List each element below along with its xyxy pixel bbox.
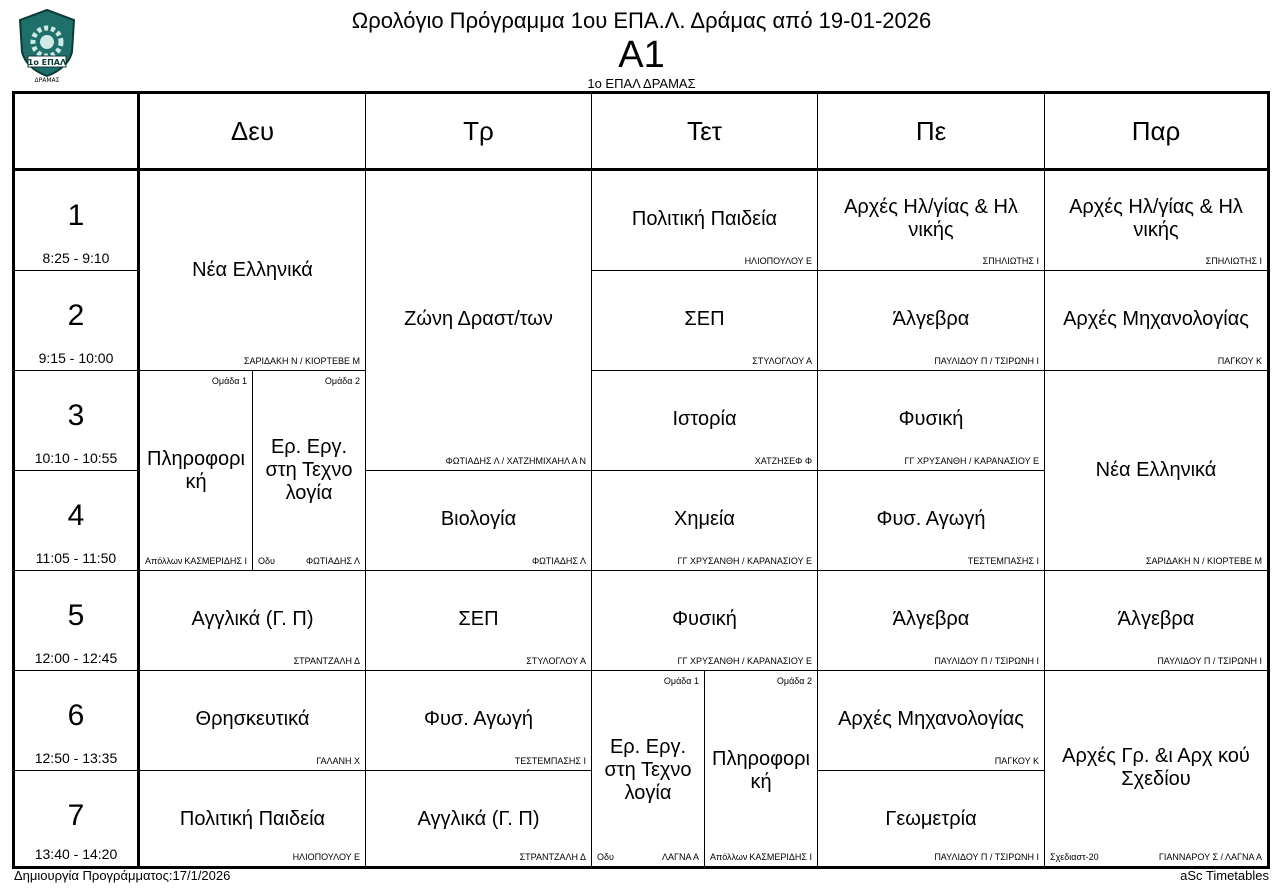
lesson-thu-4[interactable] [818,471,1045,571]
lesson-tue-6[interactable] [366,671,592,771]
period-number: 6 [67,699,85,732]
subject: Ερ. Εργ. στη Τεχνο λογία [604,736,692,804]
group-label: Ομάδα 2 [776,676,812,686]
period-6 [15,671,140,771]
lesson-fri-5[interactable] [1045,571,1267,671]
group-label: Ομάδα 2 [324,376,360,386]
period-1 [15,171,140,271]
subject: Φυσική [672,608,737,630]
subject: Πληροφορι κή [147,448,245,493]
teacher: ΚΑΣΜΕΡΙΔΗΣ Ι [749,852,812,862]
period-5 [15,571,140,671]
lesson-mon-3-4-group2[interactable] [253,371,366,571]
lesson-tue-5[interactable] [366,571,592,671]
lesson-thu-3[interactable] [818,371,1045,471]
lesson-wed-6-7-group2[interactable] [705,671,818,866]
timetable-grid [12,91,1270,869]
teacher: ΦΩΤΙΑΔΗΣ Λ [306,556,360,566]
teacher: ΓΓ ΧΡΥΣΑΝΘΗ / ΚΑΡΑΝΑΣΙΟΥ Ε [677,656,812,666]
subject: Νέα Ελληνικά [192,259,313,281]
lesson-wed-4[interactable] [592,471,818,571]
teacher: ΣΠΗΛΙΩΤΗΣ Ι [1205,256,1262,266]
period-3 [15,371,140,471]
subject: Αρχές Γρ. &ι Αρχ κού Σχεδίου [1062,745,1250,790]
teacher: ΠΑΥΛΙΔΟΥ Π / ΤΣΙΡΩΝΗ Ι [934,852,1039,862]
lesson-tue-4[interactable] [366,471,592,571]
subject: Αρχές Μηχανολογίας [838,708,1024,730]
lesson-wed-2[interactable] [592,271,818,371]
period-time: 12:50 - 13:35 [34,750,118,766]
subject: Αρχές Μηχανολογίας [1063,308,1249,330]
period-number: 1 [67,199,85,232]
teacher: ΣΑΡΙΔΑΚΗ Ν / ΚΙΟΡΤΕΒΕ Μ [1145,556,1262,566]
teacher: ΠΑΥΛΙΔΟΥ Π / ΤΣΙΡΩΝΗ Ι [934,356,1039,366]
period-number: 2 [67,299,85,332]
room: Απόλλων [710,852,748,862]
lesson-wed-3[interactable] [592,371,818,471]
subject: Αγγλικά (Γ. Π) [417,808,540,830]
teacher: ΗΛΙΟΠΟΥΛΟΥ Ε [292,852,360,862]
subject: Φυσ. Αγωγή [876,508,986,530]
period-2 [15,271,140,371]
lesson-mon-7[interactable] [140,771,366,866]
subject: Άλγεβρα [892,308,970,330]
room: Απόλλων [145,556,183,566]
subject: Ζώνη Δραστ/των [404,308,553,330]
subject: Φυσ. Αγωγή [424,708,533,730]
lesson-fri-2[interactable] [1045,271,1267,371]
room: Σχεδιαστ-20 [1050,852,1099,862]
lesson-thu-2[interactable] [818,271,1045,371]
subject: Νέα Ελληνικά [1095,459,1217,481]
subject: Πολιτική Παιδεία [631,208,778,230]
teacher: ΚΑΣΜΕΡΙΔΗΣ Ι [184,556,247,566]
lesson-fri-1[interactable] [1045,171,1267,271]
lesson-thu-7[interactable] [818,771,1045,866]
period-number: 7 [67,799,85,832]
subject: Αρχές Ηλ/γίας & Ηλ νικής [844,196,1018,241]
subject: Φυσική [898,408,964,430]
period-7 [15,771,140,866]
teacher: ΤΕΣΤΕΜΠΑΣΗΣ Ι [514,756,586,766]
room: Οδυ [597,852,614,862]
software-credit: aSc Timetables [1180,868,1269,883]
group-label: Ομάδα 1 [211,376,247,386]
lesson-wed-1[interactable] [592,171,818,271]
day-header-tue: Τρ [366,94,592,171]
period-time: 10:10 - 10:55 [34,450,118,466]
subject: Γεωμετρία [885,808,977,830]
lesson-thu-1[interactable] [818,171,1045,271]
created-date: Δημιουργία Προγράμματος:17/1/2026 [14,868,231,883]
lesson-fri-3-4[interactable] [1045,371,1267,571]
period-number: 5 [67,599,85,632]
teacher: ΣΤΡΑΝΤΖΑΛΗ Δ [293,656,360,666]
lesson-thu-5[interactable] [818,571,1045,671]
page-title: Ωρολόγιο Πρόγραμμα 1ου ΕΠΑ.Λ. Δράμας από 19-01-2026 [351,8,932,33]
teacher: ΤΕΣΤΕΜΠΑΣΗΣ Ι [967,556,1039,566]
teacher: ΓΓ ΧΡΥΣΑΝΘΗ / ΚΑΡΑΝΑΣΙΟΥ Ε [677,556,812,566]
subject: Πολιτική Παιδεία [179,808,326,830]
subject: ΣΕΠ [684,308,725,330]
teacher: ΠΑΓΚΟΥ Κ [1217,356,1262,366]
period-time: 13:40 - 14:20 [34,846,118,862]
teacher: ΣΑΡΙΔΑΚΗ Ν / ΚΙΟΡΤΕΒΕ Μ [243,356,360,366]
subject: Αρχές Ηλ/γίας & Ηλ νικής [1069,196,1243,241]
teacher: ΠΑΥΛΙΔΟΥ Π / ΤΣΙΡΩΝΗ Ι [1157,656,1262,666]
teacher: ΓΓ ΧΡΥΣΑΝΘΗ / ΚΑΡΑΝΑΣΙΟΥ Ε [904,456,1039,466]
period-time: 8:25 - 9:10 [42,250,110,266]
teacher: ΧΑΤΖΗΣΕΦ Φ [754,456,812,466]
day-header-mon: Δευ [140,94,366,171]
lesson-mon-1-2[interactable] [140,171,366,371]
teacher: ΣΤΥΛΟΓΛΟΥ Α [526,656,586,666]
teacher: ΦΩΤΙΑΔΗΣ Λ [532,556,586,566]
teacher: ΠΑΓΚΟΥ Κ [994,756,1039,766]
subject: Θρησκευτικά [195,708,310,730]
subject: Πληροφορι κή [712,748,810,793]
lesson-mon-6[interactable] [140,671,366,771]
lesson-mon-5[interactable] [140,571,366,671]
subject: Βιολογία [440,508,517,530]
period-4 [15,471,140,571]
day-header-wed: Τετ [592,94,818,171]
corner-cell [15,94,140,171]
teacher: ΣΠΗΛΙΩΤΗΣ Ι [982,256,1039,266]
teacher: ΣΤΡΑΝΤΖΑΛΗ Δ [519,852,586,862]
day-header-fri: Παρ [1045,94,1267,171]
subject: Άλγεβρα [892,608,970,630]
subject: Ερ. Εργ. στη Τεχνο λογία [265,436,353,504]
lesson-tue-1-3[interactable] [366,171,592,471]
period-time: 9:15 - 10:00 [38,350,114,366]
svg-text:ΔΡΑΜΑΣ: ΔΡΑΜΑΣ [34,77,60,84]
period-number: 3 [67,399,85,432]
teacher: ΓΑΛΑΝΗ Χ [316,756,360,766]
period-number: 4 [67,499,85,532]
group-label: Ομάδα 1 [663,676,699,686]
room: Οδυ [258,556,275,566]
subject: Αγγλικά (Γ. Π) [191,608,314,630]
class-name: A1 [618,34,665,76]
school-name: 1ο ΕΠΑΛ ΔΡΑΜΑΣ [587,76,696,91]
lesson-thu-6[interactable] [818,671,1045,771]
teacher: ΠΑΥΛΙΔΟΥ Π / ΤΣΙΡΩΝΗ Ι [934,656,1039,666]
period-time: 12:00 - 12:45 [34,650,118,666]
teacher: ΗΛΙΟΠΟΥΛΟΥ Ε [744,256,812,266]
period-time: 11:05 - 11:50 [35,550,117,566]
lesson-tue-7[interactable] [366,771,592,866]
subject: Ιστορία [672,408,737,430]
lesson-mon-3-4-group1[interactable] [140,371,253,571]
teacher: ΣΤΥΛΟΓΛΟΥ Α [752,356,812,366]
lesson-fri-6-7[interactable] [1045,671,1267,866]
svg-text:1ο ΕΠΑΛ: 1ο ΕΠΑΛ [27,58,67,67]
teacher: ΛΑΓΝΑ Α [662,852,699,862]
subject: Χημεία [674,508,735,530]
teacher: ΓΙΑΝΝΑΡΟΥ Σ / ΛΑΓΝΑ Α [1158,852,1262,862]
subject: ΣΕΠ [458,608,499,630]
day-header-thu: Πε [818,94,1045,171]
teacher: ΦΩΤΙΑΔΗΣ Λ / ΧΑΤΖΗΜΙΧΑΗΛ Α Ν [445,456,586,466]
lesson-wed-6-7-group1[interactable] [592,671,705,866]
lesson-wed-5[interactable] [592,571,818,671]
subject: Άλγεβρα [1117,608,1195,630]
